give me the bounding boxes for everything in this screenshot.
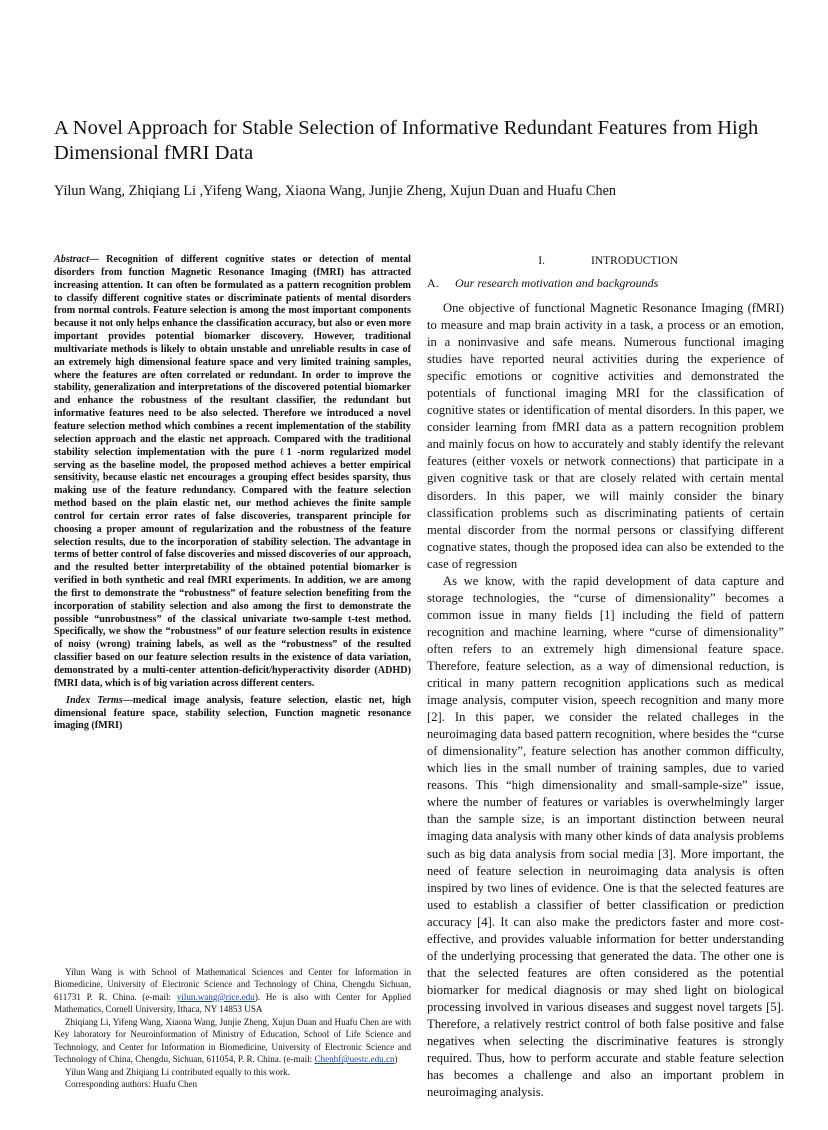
section-title: INTRODUCTION: [591, 255, 678, 267]
subsection-number: A.: [427, 276, 439, 290]
body-paragraph-1: One objective of functional Magnetic Resonance Imaging (fMRI) to measure and map brain activity in a task, a process or an emotion, in a noninvasive and safe means. Numerous functional imaging studies have reported neural activities during the experience of specific emotions or cognitive activities and demonstrated the potentials of functional imaging MRI for the classification of cognitive states or identification of mental disorders. In this paper, we consider learning from fMRI data as a pattern recognition problem and mainly focus on how to accurately and stably identify the relevant features (either voxels or network connections) that participate in a given cognitive task or that are closely related with certain mental disorders. In this paper, we will mainly consider the binary classification problems such as discriminating patients of certain mental discorder from the normal persons or classifying different cognative states, though the proposed idea can also be extended to the case of regression: [427, 301, 784, 571]
footnotes: [54, 966, 411, 1091]
subsection-title: Our research motivation and backgrounds: [455, 276, 659, 290]
footnote-text: ). He is also with Center for Applied Mathematics, Cornell University, Ithaca, NY 14853 USA: [54, 991, 411, 1015]
index-terms: [54, 695, 411, 734]
footnote-text: Yilun Wang and Zhiqiang Li contributed equally to this work.: [65, 1066, 290, 1077]
footnote-corresponding: [54, 1078, 411, 1090]
footnote-text: ): [394, 1054, 398, 1065]
index-terms-lead: Index Terms: [66, 694, 123, 706]
footnote-equal-contribution: [54, 1066, 411, 1078]
footnote-text: Yilun Wang is with School of Mathematical Sciences and Center for Information in Biomedicine, University of Electronic Science and Technology of China, Chengdu Sichuan, 611731 P. R. China. (e-mail:: [54, 967, 411, 1002]
email-link[interactable]: yilun.wang@rice.edu: [176, 991, 255, 1002]
body-paragraph-2: As we know, with the rapid development of data capture and storage technologies, the “curse of dimensionality” becomes a common issue in many fields [1] including the field of pattern recognition and machine learning, where “curse of dimensionality” often refers to an extremely high dimensional feature space. Therefore, feature selection, as a way of dimensional reduction, is critical in many pattern recognition applications such as medical image analysis, computer vision, speech recognition and many more [2]. In this paper, we consider the related challeges in the neuroimaging data based pattern recognition, where besides the “curse of dimensionality”, feature selection has another common difficulty, which lies in the small number of training samples, due to varied reasons. This “high dimensionality and small-sample-size” issue, where the number of features or variables is overwhelmingly larger than the sample size, is an important distinction between neural imaging data analysis with many other kinds of data analysis problems such as big data analysis from social media [3]. More important, the need of feature selection in neuroimaging data analysis is often inspired by two lines of evidence. One is that the selected features are used to establish a classifier of better classification or prediction accuracy [4]. It can also make the predictors faster and more cost-effective, and provides valuable information for better understanding of the underlying processing that generated the data. The other one is that the selected features are often considered as the potential biomarker for medical diagnosis or may shed light on biological processing involved in various diseases and suggest novel targets [5]. Therefore, a relatively restrict control of both false positive and false negatives when selecting the discriminative features is strongly required. Thus, how to perform accurate and stable feature selection has becomes a challenge and also an important problem in neuroimaging analysis.: [427, 573, 784, 1100]
footnote-affiliation-2: [54, 1016, 411, 1066]
footnote-text: Corresponding authors: Huafu Chen: [65, 1079, 198, 1090]
index-terms-text: —medical image analysis, feature selection, elastic net, high dimensional feature space, stability selection, Function magnetic resonance imaging (fMRI): [54, 694, 411, 732]
right-column: [427, 254, 784, 1101]
email-link[interactable]: Chenhf@uestc.edu.cn: [314, 1054, 395, 1065]
abstract-lead: Abstract: [54, 254, 89, 265]
author-list: Yilun Wang, Zhiqiang Li ,Yifeng Wang, Xiaona Wang, Junjie Zheng, Xujun Duan and Huafu Chen: [54, 183, 617, 199]
footnote-text: Zhiqiang Li, Yifeng Wang, Xiaona Wang, Junjie Zheng, Xujun Duan and Huafu Chen are with Key laboratory for Neuroinformation of Ministry of Education, School of Life Science and Technology, and Center for Information in Biomedicine, University of Electronic Science and Technology of China, Chengdu, Sichuan, 611054, P. R. China. (e-mail:: [54, 1016, 411, 1065]
abstract: [54, 254, 411, 691]
section-heading: [427, 254, 784, 268]
left-column: [54, 254, 411, 733]
paper-title: A Novel Approach for Stable Selection of Informative Redundant Features from High Dimensional fMRI Data: [54, 117, 759, 164]
footnote-affiliation-1: [54, 966, 411, 1016]
subsection-heading: [427, 276, 784, 290]
section-number: I.: [538, 255, 545, 267]
abstract-text: — Recognition of different cognitive states or detection of mental disorders from function Magnetic Resonance Imaging (fMRI) has attracted increasing attention. It can often be formulated as a pattern recognition problem to classify different cognitive states or discriminate patients of mental disorders from normal controls. Feature selection is among the most important components because it not only helps enhance the classification accuracy, but also or even more important provides potential biomarker discovery. However, traditional multivariate methods is likely to obtain unstable and unreliable results in case of an extremely high dimensional feature space and very limited training samples, where the features are often correlated or redundant. In order to improve the stability, generalization and interpretations of the discovered potential biomarker and enhance the robustness of the resultant classifier, the redundant but informative features need to be also selected. Therefore we introduced a novel feature selection method which combines a recent implementation of the stability selection approach and the elastic net approach. Compared with the traditional stability selection implementation with the pure ℓ1 -norm regularized model serving as the baseline model, the proposed method achieves a better empirical sensitivity, because elastic net encourages a grouping effect besides sparsity, thus making use of the feature redundancy. Compared with the feature selection method based on the plain elastic net, our method achieves the finite sample control for certain error rates of false discoveries, transparent principle for choosing a proper amount of regularization and the robustness of the feature selection results, due to the incorporation of stability selection. The advantage in terms of better control of false discoveries and missed discoveries of our approach, and the resulted better interpretability of the obtained potential biomarker is verified in both synthetic and real fMRI experiments. In addition, we are among the first to demonstrate the “robustness” of feature selection benefiting from the incorporation of stability selection and also among the first to demonstrate the possible “unrobustness” of the classical univariate two-sample t-test method. Specifically, we show the “robustness” of our feature selection results in existence of noisy (wrong) training labels, as well as the “robustness” of the resulted classifier based on our feature selection results in the existence of data variation, demonstrated by a multi-center attention-deficit/hyperactivity disorder (ADHD) fMRI data, which is of big variation across different centers.: [54, 254, 411, 689]
